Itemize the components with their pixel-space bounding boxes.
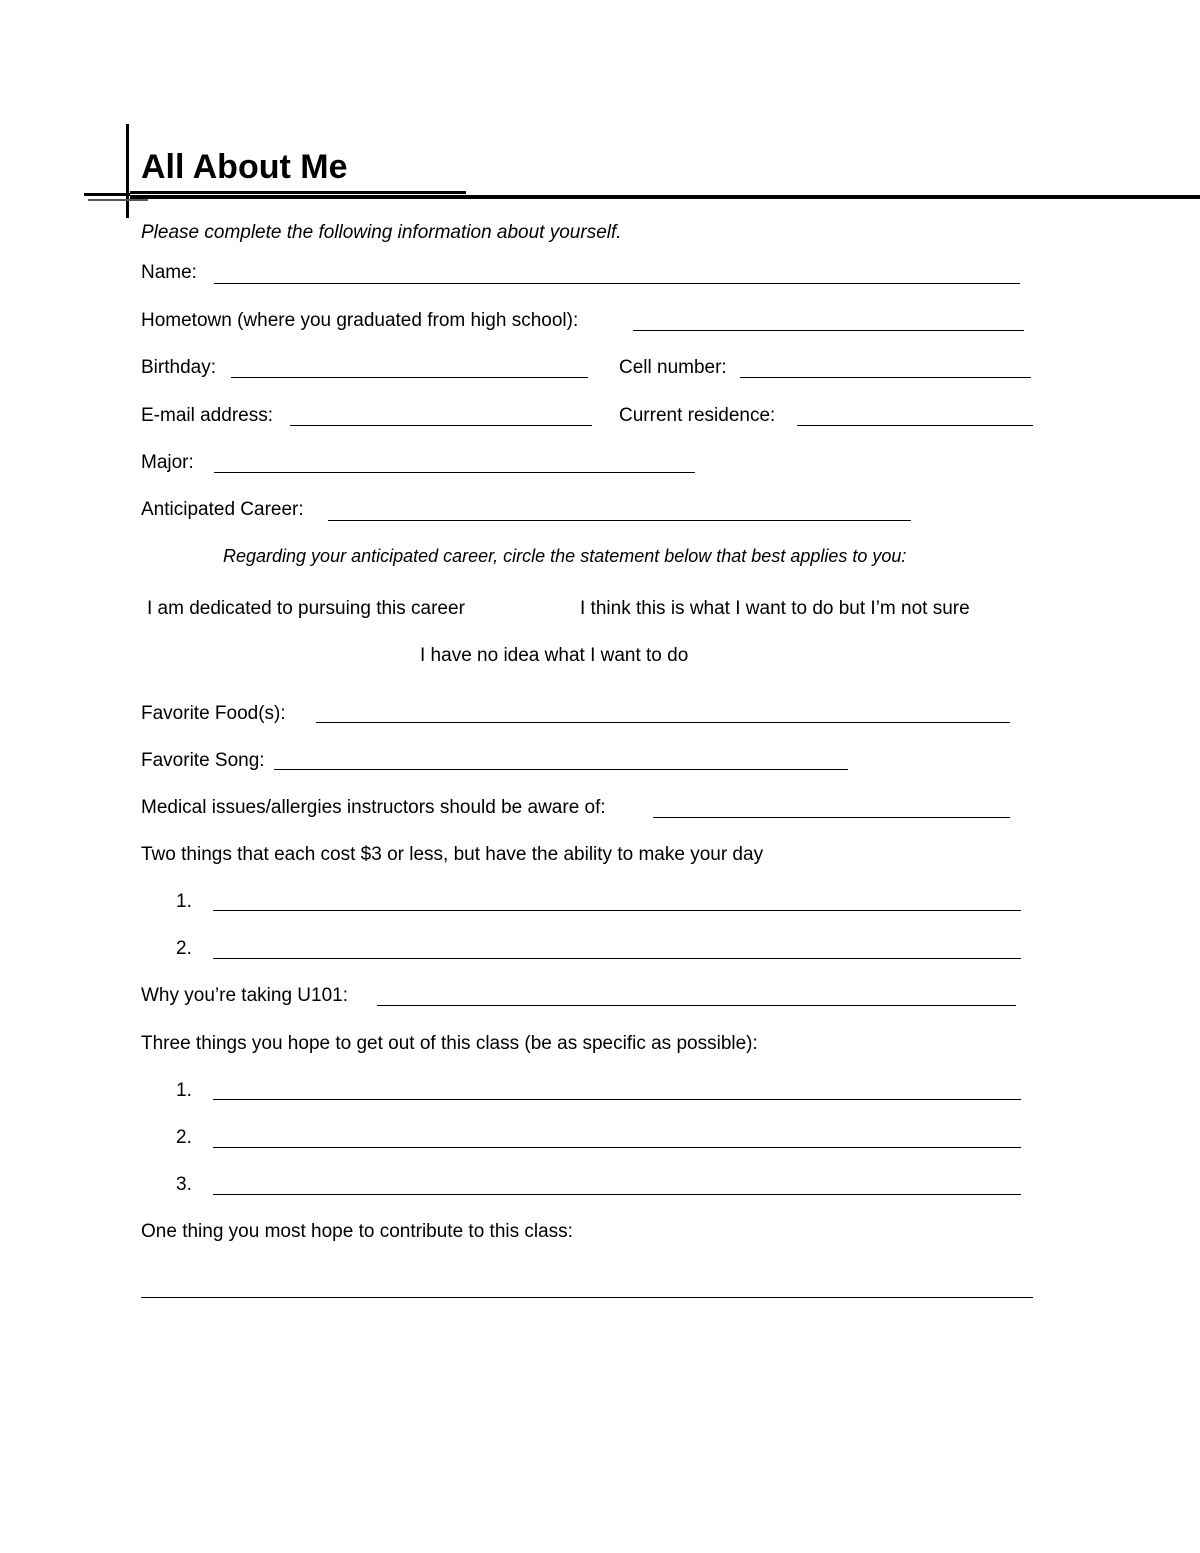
title-left-rule [84, 193, 130, 196]
three-things-number-3: 3. [176, 1174, 192, 1195]
title-horizontal-rule [130, 195, 1200, 199]
title-vertical-rule [126, 124, 129, 194]
favorite-song-label: Favorite Song: [141, 750, 265, 771]
three-things-number-2: 2. [176, 1127, 192, 1148]
anticipated-career-blank[interactable] [328, 520, 911, 521]
two-things-number-2: 2. [176, 938, 192, 959]
career-prompt: Regarding your anticipated career, circle the statement below that best applies to you: [223, 546, 907, 566]
major-label: Major: [141, 452, 194, 473]
career-option-no-idea[interactable]: I have no idea what I want to do [420, 645, 689, 666]
two-things-label: Two things that each cost $3 or less, but have the ability to make your day [141, 844, 764, 865]
career-option-dedicated[interactable]: I am dedicated to pursuing this career [147, 598, 465, 619]
favorite-song-blank[interactable] [274, 769, 848, 770]
title-underline [130, 191, 466, 194]
why-u101-label: Why you’re taking U101: [141, 985, 348, 1006]
two-things-blank-2[interactable] [213, 958, 1021, 959]
three-things-label: Three things you hope to get out of this class (be as specific as possible): [141, 1033, 758, 1054]
three-things-blank-2[interactable] [213, 1147, 1021, 1148]
instructions-text: Please complete the following information about yourself. [141, 222, 622, 243]
email-label: E-mail address: [141, 405, 273, 426]
hometown-blank[interactable] [633, 330, 1024, 331]
two-things-number-1: 1. [176, 891, 192, 912]
birthday-blank[interactable] [231, 377, 588, 378]
email-blank[interactable] [290, 425, 592, 426]
cell-number-blank[interactable] [740, 377, 1031, 378]
title-left-thin-rule [88, 199, 148, 201]
major-blank[interactable] [214, 472, 695, 473]
medical-label: Medical issues/allergies instructors should be aware of: [141, 797, 606, 818]
anticipated-career-label: Anticipated Career: [141, 499, 304, 520]
page-title: All About Me [141, 148, 348, 186]
favorite-food-blank[interactable] [316, 722, 1010, 723]
three-things-blank-1[interactable] [213, 1099, 1021, 1100]
name-blank[interactable] [214, 283, 1020, 284]
favorite-food-label: Favorite Food(s): [141, 703, 286, 724]
why-u101-blank[interactable] [377, 1005, 1016, 1006]
two-things-blank-1[interactable] [213, 910, 1021, 911]
contribute-label: One thing you most hope to contribute to this class: [141, 1221, 573, 1242]
career-option-not-sure[interactable]: I think this is what I want to do but I’m not sure [580, 598, 970, 619]
medical-blank[interactable] [653, 817, 1010, 818]
name-label: Name: [141, 262, 197, 283]
three-things-number-1: 1. [176, 1080, 192, 1101]
hometown-label: Hometown (where you graduated from high school): [141, 310, 579, 331]
current-residence-blank[interactable] [797, 425, 1033, 426]
birthday-label: Birthday: [141, 357, 216, 378]
contribute-blank[interactable] [141, 1297, 1033, 1298]
three-things-blank-3[interactable] [213, 1194, 1021, 1195]
current-residence-label: Current residence: [619, 405, 776, 426]
cell-number-label: Cell number: [619, 357, 727, 378]
